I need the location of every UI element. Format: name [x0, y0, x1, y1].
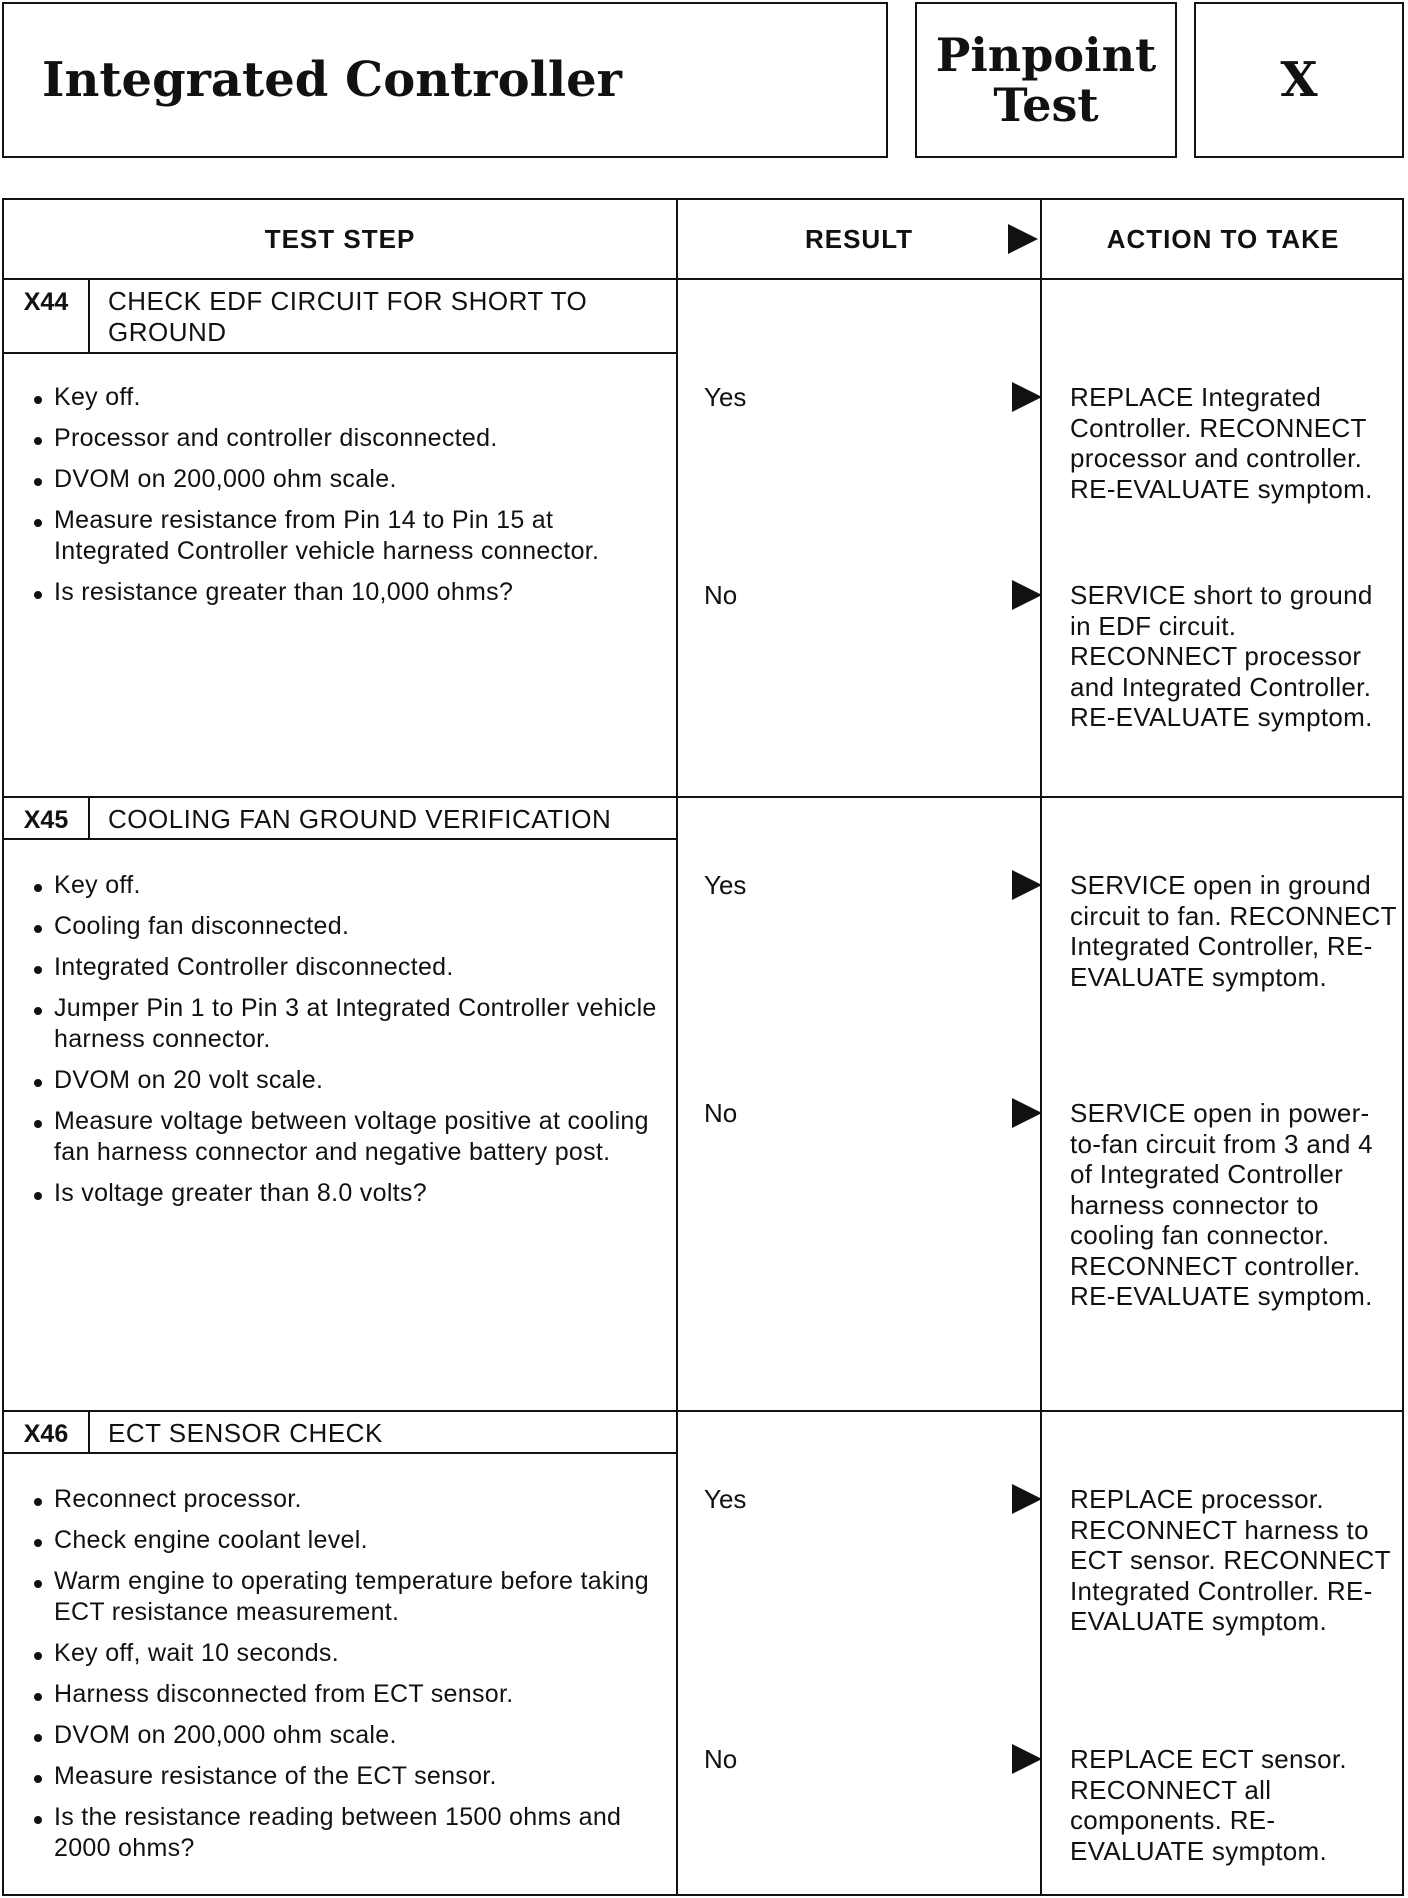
- result-yes: Yes: [704, 870, 747, 900]
- arrow-icon: [1012, 1098, 1042, 1128]
- step-header-x46: [4, 1412, 678, 1454]
- action-yes: REPLACE Integrated Controller. RECONNECT processor and controller. RE-EVALUATE symptom.: [1070, 382, 1373, 504]
- action-yes: REPLACE processor. RECONNECT harness to ECT sensor. RECONNECT Integrated Controller. RE-EVALUATE symptom.: [1070, 1484, 1391, 1636]
- instruction-item: Is resistance greater than 10,000 ohms?: [32, 577, 662, 608]
- step-id: X45: [4, 798, 90, 838]
- result-no: No: [704, 1744, 738, 1774]
- instruction-item: Processor and controller disconnected.: [32, 423, 662, 454]
- instruction-item: Jumper Pin 1 to Pin 3 at Integrated Controller vehicle harness connector.: [32, 993, 662, 1055]
- result-no: No: [704, 580, 738, 610]
- step-instructions-x44: [32, 382, 662, 618]
- page-title: Integrated Controller: [2, 2, 888, 158]
- arrow-icon: [1012, 870, 1042, 900]
- column-divider: [676, 200, 678, 1894]
- instruction-item: Measure voltage between voltage positive at cooling fan harness connector and negative battery post.: [32, 1106, 662, 1168]
- step-title: CHECK EDF CIRCUIT FOR SHORT TO GROUND: [108, 286, 588, 347]
- action-no: REPLACE ECT sensor. RECONNECT all components. RE-EVALUATE symptom.: [1070, 1744, 1347, 1866]
- instruction-item: Integrated Controller disconnected.: [32, 952, 662, 983]
- arrow-icon: [1012, 580, 1042, 610]
- result-yes: Yes: [704, 1484, 747, 1514]
- instruction-item: Measure resistance of the ECT sensor.: [32, 1761, 662, 1792]
- action-header: ACTION TO TAKE: [1106, 223, 1340, 254]
- instruction-item: Key off.: [32, 870, 662, 901]
- pinpoint-line-1: Pinpoint: [935, 28, 1157, 82]
- step-title: ECT SENSOR CHECK: [108, 1418, 383, 1448]
- action-no: SERVICE short to ground in EDF circuit. RECONNECT processor and Integrated Controller. RE-EVALUATE symptom.: [1070, 580, 1373, 732]
- pinpoint-test-table: [2, 198, 1404, 1896]
- arrow-icon: [1012, 382, 1042, 412]
- instruction-item: Cooling fan disconnected.: [32, 911, 662, 942]
- action-no: SERVICE open in power-to-fan circuit from 3 and 4 of Integrated Controller harness connector to cooling fan connector. RECONNECT controller. RE-EVALUATE symptom.: [1070, 1098, 1373, 1311]
- arrow-icon: [1012, 1744, 1042, 1774]
- instruction-item: Warm engine to operating temperature before taking ECT resistance measurement.: [32, 1566, 662, 1628]
- result-no: No: [704, 1098, 738, 1128]
- action-yes: SERVICE open in ground circuit to fan. RECONNECT Integrated Controller, RE-EVALUATE symptom.: [1070, 870, 1397, 992]
- test-step-header: TEST STEP: [264, 223, 416, 254]
- step-header-x45: [4, 798, 678, 840]
- instruction-item: Key off.: [32, 382, 662, 413]
- instruction-item: Reconnect processor.: [32, 1484, 662, 1515]
- step-id: X44: [4, 280, 90, 352]
- instruction-item: Measure resistance from Pin 14 to Pin 15 at Integrated Controller vehicle harness connector.: [32, 505, 662, 567]
- pinpoint-test-label: [915, 2, 1177, 158]
- step-header-x44: [4, 280, 678, 354]
- step-instructions-x46: [32, 1484, 662, 1874]
- instruction-item: DVOM on 200,000 ohm scale.: [32, 1720, 662, 1751]
- pinpoint-line-2: Test: [993, 78, 1099, 132]
- step-instructions-x45: [32, 870, 662, 1219]
- step-title: COOLING FAN GROUND VERIFICATION: [108, 804, 612, 834]
- column-divider: [1040, 200, 1042, 1894]
- step-id: X46: [4, 1412, 90, 1452]
- instruction-item: Is voltage greater than 8.0 volts?: [32, 1178, 662, 1209]
- instruction-item: DVOM on 200,000 ohm scale.: [32, 464, 662, 495]
- arrow-icon: [1012, 1484, 1042, 1514]
- result-arrow-icon: [1008, 224, 1038, 254]
- result-header: RESULT: [804, 223, 914, 254]
- instruction-item: Is the resistance reading between 1500 ohms and 2000 ohms?: [32, 1802, 662, 1864]
- instruction-item: DVOM on 20 volt scale.: [32, 1065, 662, 1096]
- result-yes: Yes: [704, 382, 747, 412]
- test-code: X: [1194, 2, 1404, 158]
- instruction-item: Harness disconnected from ECT sensor.: [32, 1679, 662, 1710]
- instruction-item: Key off, wait 10 seconds.: [32, 1638, 662, 1669]
- instruction-item: Check engine coolant level.: [32, 1525, 662, 1556]
